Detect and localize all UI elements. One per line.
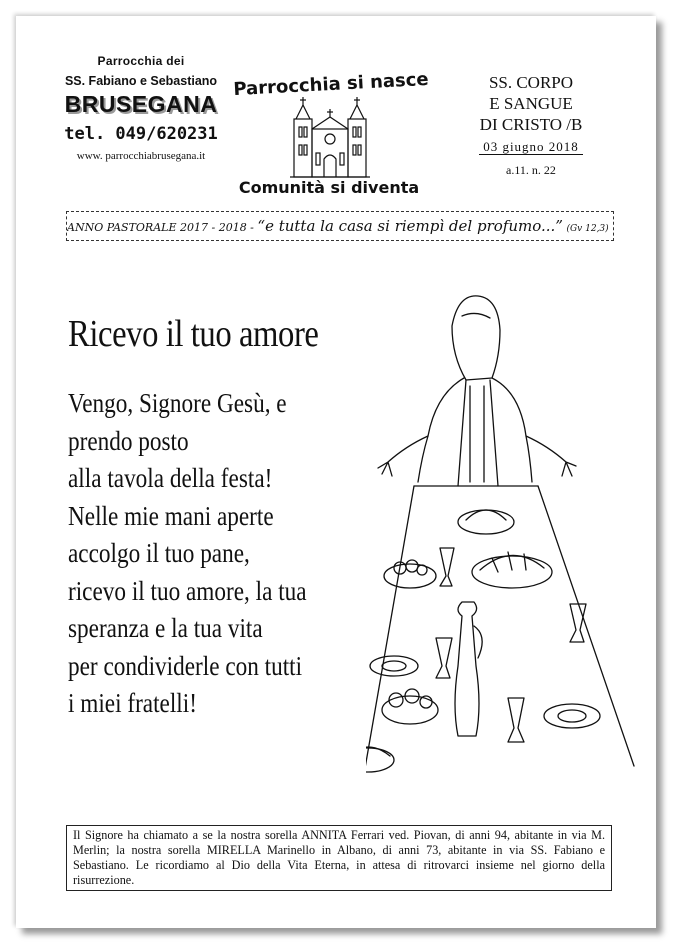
obituary-text: Il Signore ha chiamato a se la nostra sorella ANNITA Ferrari ved. Piovan, di anni 94, abitante in via M. Merlin; la nostra sorella MIRELLA Marinello in Albano, di anni 73, abitante in via SS. Fabiano e Sebastiano. Le ricordiamo al Dio della Vita Eterna, in attesa di ritrovarci insieme nel giorno della risurrezione. <box>73 828 605 887</box>
prayer-line: prendo posto <box>68 425 189 456</box>
pastoral-year-label: ANNO PASTORALE 2017 - 2018 - <box>67 221 254 234</box>
banner-reference: (Gv 12,3) <box>566 224 609 234</box>
prayer-text <box>68 385 352 723</box>
prayer-line: ricevo il tuo amore, la tua <box>68 575 307 606</box>
prayer-line: speranza e la tua vita <box>68 613 263 643</box>
parish-info <box>50 54 232 162</box>
prayer-line: i miei fratelli! <box>68 688 197 718</box>
feast-line-3: DI CRISTO /B <box>479 115 583 134</box>
motto-top: Parrocchia si nasce <box>232 68 430 101</box>
prayer-line: alla tavola della festa! <box>68 463 273 493</box>
issue-number: a.11. n. 22 <box>506 163 556 177</box>
banner-quote: “e tutta la casa si riempì del profumo...” <box>257 217 563 235</box>
parish-names: SS. Fabiano e Sebastiano <box>64 74 218 88</box>
church-icon <box>290 93 370 179</box>
website-link[interactable]: www. parrocchiabrusegana.it <box>76 150 206 162</box>
obituary-notice <box>66 825 612 891</box>
parish-logo <box>222 68 436 200</box>
issue-date: 03 giugno 2018 <box>479 139 583 155</box>
prayer-line: accolgo il tuo pane, <box>68 538 250 568</box>
parish-place: BRUSEGANA <box>64 91 218 117</box>
pastoral-year-banner <box>66 211 614 241</box>
article-title: Ricevo il tuo amore <box>68 313 319 355</box>
prayer-line: per condividerle con tutti <box>68 650 303 681</box>
last-supper-illustration <box>366 286 636 774</box>
parish-label: Parrocchia dei <box>97 54 185 68</box>
prayer-line: Nelle mie mani aperte <box>68 500 274 531</box>
prayer-line: Vengo, Signore Gesù, e <box>68 388 287 418</box>
feast-line-2: E SANGUE <box>489 94 573 113</box>
feast-line-1: SS. CORPO <box>488 73 574 92</box>
motto-bottom: Comunità si diventa <box>238 178 420 197</box>
phone-number: tel. 049/620231 <box>64 124 218 144</box>
feast-info <box>448 72 614 178</box>
